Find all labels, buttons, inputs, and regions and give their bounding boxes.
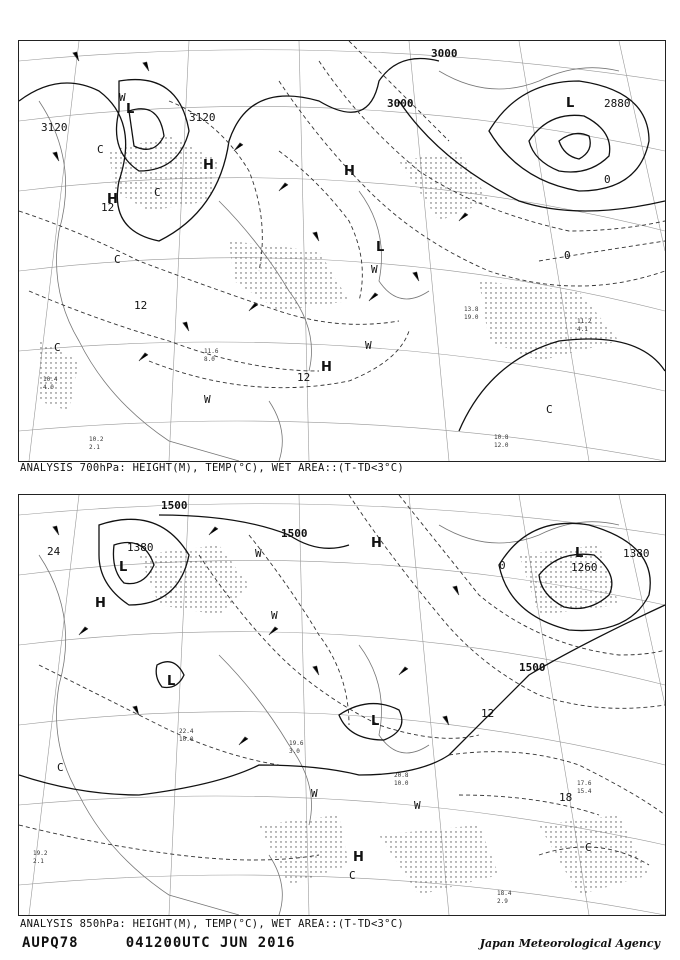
map-panel-700hpa (18, 40, 666, 462)
station-obs: 12.0 (494, 442, 509, 449)
station-obs: 11.6 (204, 348, 219, 355)
bulletin-header (22, 935, 295, 951)
temp-label: 12 (297, 371, 311, 384)
map-panel-850hpa (18, 494, 666, 916)
station-obs: 19.0 (464, 314, 479, 321)
warm-label: W (271, 609, 278, 622)
height-label: 1260 (571, 561, 598, 574)
warm-label: W (365, 339, 372, 352)
station-obs: 13.8 (464, 306, 479, 313)
cold-label: C (54, 341, 61, 354)
cold-label: C (57, 761, 64, 774)
height-label: 1500 (519, 661, 546, 674)
station-obs: 2.1 (89, 444, 100, 451)
station-obs: 20.8 (394, 772, 409, 779)
high-pressure-label: H (107, 192, 118, 207)
caption-850hpa: ANALYSIS 850hPa: HEIGHT(M), TEMP(°C), WET AREA::(T-TD<3°C) (20, 918, 405, 930)
station-obs: 18.4 (497, 890, 512, 897)
caption-700hpa: ANALYSIS 700hPa: HEIGHT(M), TEMP(°C), WET AREA::(T-TD<3°C) (20, 462, 405, 474)
station-obs: 10.2 (89, 436, 104, 443)
height-label: 3120 (189, 111, 216, 124)
station-obs: 3.0 (289, 748, 300, 755)
height-label: 1380 (127, 541, 154, 554)
high-pressure-label: H (95, 596, 106, 611)
cold-label: C (546, 403, 553, 416)
station-obs: 10.0 (179, 736, 194, 743)
cold-label: C (154, 186, 161, 199)
low-pressure-label: L (575, 546, 584, 561)
height-label: 3120 (41, 121, 68, 134)
high-pressure-label: H (344, 164, 355, 179)
station-obs: 19.6 (289, 740, 304, 747)
temp-label: 12 (101, 201, 115, 214)
height-label: 2880 (604, 97, 631, 110)
warm-label: W (414, 799, 421, 812)
temp-label: 18 (559, 791, 573, 804)
high-pressure-label: H (371, 536, 382, 551)
height-label: 1380 (623, 547, 650, 560)
station-obs: 17.6 (577, 780, 592, 787)
height-label: 3000 (431, 47, 458, 60)
station-obs: 11.2 (577, 318, 592, 325)
station-obs: 22.4 (179, 728, 194, 735)
high-pressure-label: H (203, 158, 214, 173)
station-obs: 2.1 (33, 858, 44, 865)
height-label: 3000 (387, 97, 414, 110)
analysis-time: 041200UTC JUN 2016 (125, 935, 296, 951)
station-obs: 4.1 (577, 326, 588, 333)
bulletin-code: AUPQ78 (22, 935, 79, 951)
station-obs: 10.4 (43, 376, 58, 383)
temp-label: 12 (481, 707, 495, 720)
station-obs: 2.9 (497, 898, 508, 905)
low-pressure-label: L (167, 674, 176, 689)
station-obs: 8.0 (204, 356, 215, 363)
low-pressure-label: L (126, 102, 135, 117)
station-obs: 19.2 (33, 850, 48, 857)
high-pressure-label: H (321, 360, 332, 375)
low-pressure-label: L (566, 96, 575, 111)
low-pressure-label: L (119, 560, 128, 575)
coastlines (39, 68, 619, 461)
warm-label: W (311, 787, 318, 800)
station-obs: 10.0 (394, 780, 409, 787)
cold-label: C (585, 841, 592, 854)
station-obs: 15.4 (577, 788, 592, 795)
height-contours (19, 59, 665, 432)
station-obs: 4.0 (43, 384, 54, 391)
temp-label: 0 (564, 249, 571, 262)
temp-label: 0 (604, 173, 611, 186)
warm-label: W (204, 393, 211, 406)
cold-label: C (97, 143, 104, 156)
height-label: 1500 (281, 527, 308, 540)
warm-label: W (371, 263, 378, 276)
warm-label: W (119, 91, 126, 104)
chart-850hpa (19, 495, 665, 915)
chart-700hpa (19, 41, 665, 461)
height-label: 1500 (161, 499, 188, 512)
agency-name: Japan Meteorological Agency (479, 937, 660, 950)
wet-areas (139, 545, 649, 895)
station-obs: 10.8 (494, 434, 509, 441)
high-pressure-label: H (353, 850, 364, 865)
cold-label: C (349, 869, 356, 882)
cold-label: C (114, 253, 121, 266)
low-pressure-label: L (371, 714, 380, 729)
temp-label: 0 (499, 559, 506, 572)
temp-label: 24 (47, 545, 61, 558)
warm-label: W (255, 547, 262, 560)
low-pressure-label: L (376, 240, 385, 255)
temp-label: 12 (134, 299, 148, 312)
